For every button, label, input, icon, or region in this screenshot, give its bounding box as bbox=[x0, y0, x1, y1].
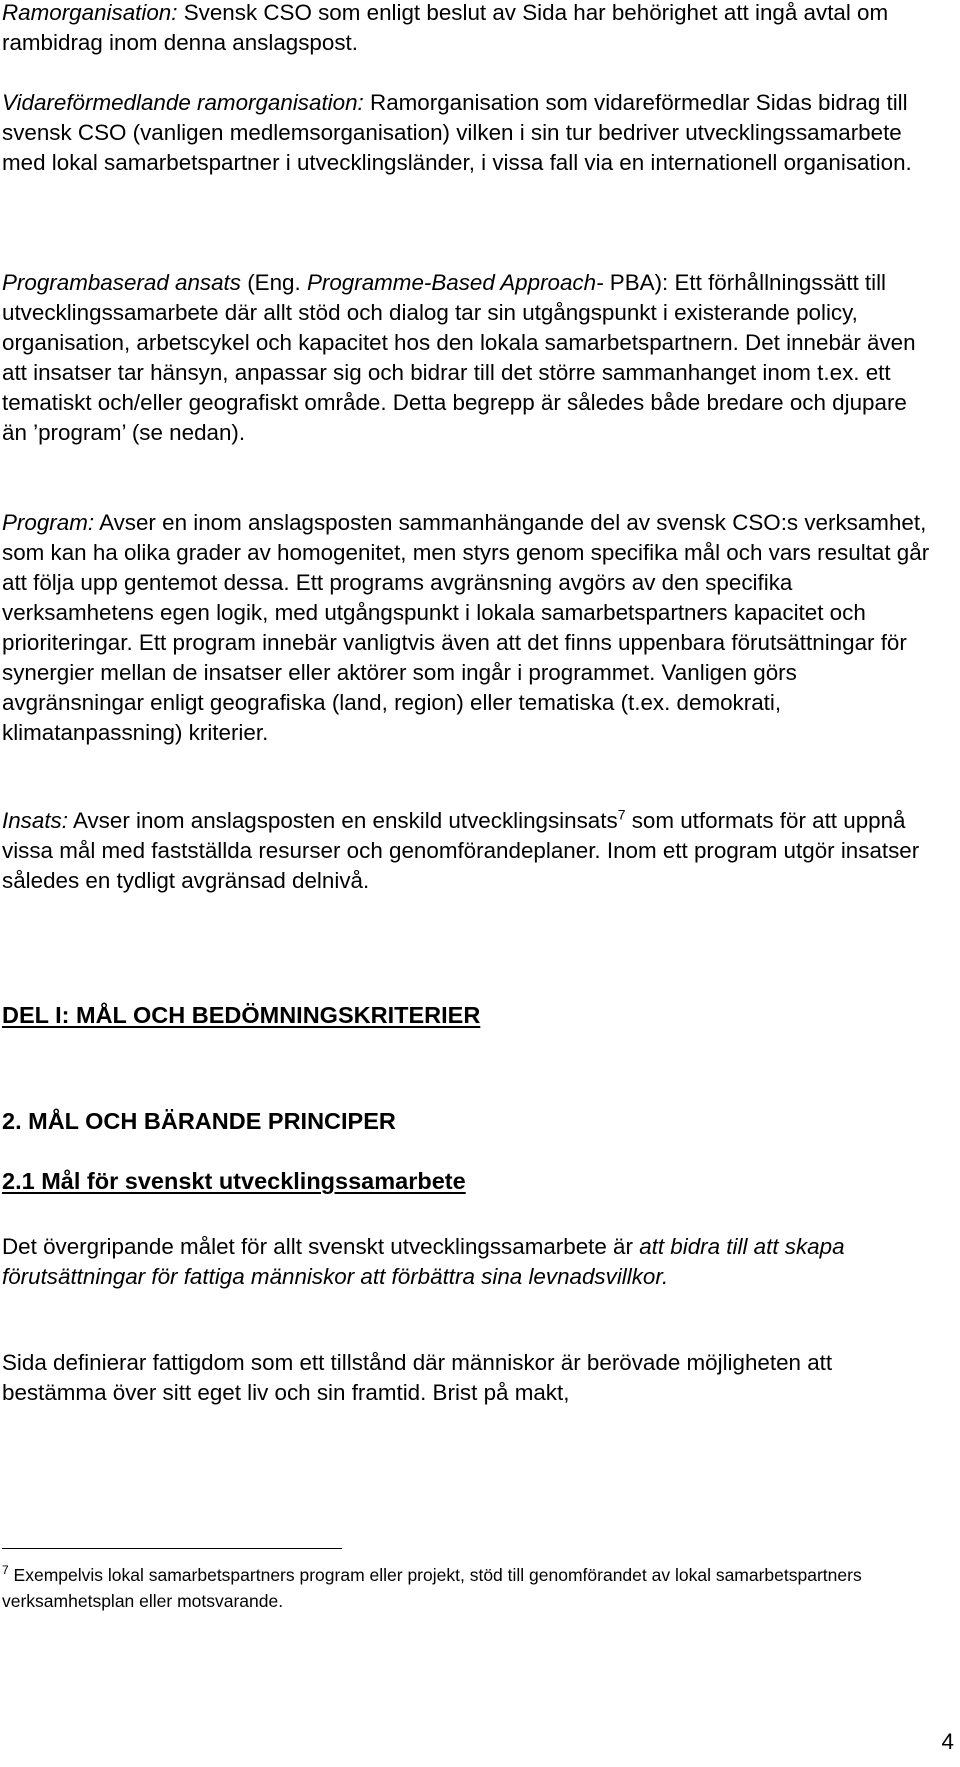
page-number: 4 bbox=[941, 1729, 954, 1754]
footnote-separator bbox=[2, 1548, 342, 1549]
definition-programbaserad-ansats bbox=[2, 268, 937, 448]
definition-english-term: Programme-Based Approach- bbox=[306, 270, 604, 295]
definition-text: Svensk CSO som enligt beslut av Sida har behörighet att ingå avtal om rambidrag inom denna anslagspost. bbox=[2, 0, 889, 55]
section-heading: 2. MÅL OCH BÄRANDE PRINCIPER bbox=[2, 1108, 396, 1134]
paragraph-text: Det övergripande målet för allt svenskt utvecklingssamarbete är bbox=[2, 1234, 640, 1259]
paragraph-poverty-definition bbox=[2, 1348, 937, 1408]
paragraph-overall-goal bbox=[2, 1232, 937, 1292]
definition-term: Program: bbox=[2, 510, 95, 535]
definition-text: Ramorganisation som vidareförmedlar Sidas bidrag till svensk CSO (vanligen medlemsorganisation) vilken i sin tur bedriver utvecklingssamarbete med lokal samarbetspartner i utvecklingsländer, i vissa fall via en internationell organisation. bbox=[2, 90, 912, 175]
definition-vidareformedlande bbox=[2, 88, 937, 178]
definition-paren-open: (Eng. bbox=[240, 270, 307, 295]
definition-term: Ramorganisation: bbox=[2, 0, 178, 25]
definition-ramorganisation bbox=[2, 0, 937, 58]
definition-text: Avser inom anslagsposten en enskild utvecklingsinsats bbox=[67, 808, 618, 833]
part-heading: DEL I: MÅL OCH BEDÖMNINGSKRITERIER bbox=[2, 1002, 481, 1028]
definition-term: Programbaserad ansats bbox=[2, 270, 241, 295]
subsection-heading: 2.1 Mål för svenskt utvecklingssamarbete bbox=[2, 1168, 466, 1194]
footnote-text: Exempelvis lokal samarbetspartners program eller projekt, stöd till genomförandet av lokal samarbetspartners verksamhetsplan eller motsvarande. bbox=[2, 1565, 862, 1611]
definition-term: Vidareförmedlande ramorganisation: bbox=[2, 90, 364, 115]
paragraph-emphasis: att bidra till att skapa förutsättningar för fattiga människor att förbättra sina levnadsvillkor. bbox=[2, 1234, 845, 1289]
definition-text: Avser en inom anslagsposten sammanhängande del av svensk CSO:s verksamhet, som kan ha olika grader av homogenitet, men styrs genom specifika mål och vars resultat går att följa upp gentemot dessa. Ett programs avgränsning avgörs av den specifika verksamhetens egen logik, med utgångspunkt i lokala samarbetspartners kapacitet och prioriteringar. Ett program innebär vanligtvis även att det finns uppenbara förutsättningar för synergier mellan de insatser eller aktörer som ingår i programmet. Vanligen görs avgränsningar enligt geografiska (land, region) eller tematiska (t.ex. demokrati, klimatanpassning) kriterier. bbox=[2, 510, 930, 745]
definition-text: PBA): Ett förhållningssätt till utvecklingssamarbete där allt stöd och dialog tar sin utgångspunkt i existerande policy, organisation, arbetscykel och kapacitet hos den lokala samarbetspartnern. Det innebär även att insatser tar hänsyn, anpassar sig och bidrar till det större sammanhanget inom t.ex. ett tematiskt och/eller geografiskt område. Detta begrepp är således både bredare och djupare än ’program’ (se nedan). bbox=[2, 270, 916, 445]
definition-insats bbox=[2, 806, 937, 896]
footnote bbox=[2, 1562, 937, 1614]
footnote-number: 7 bbox=[2, 1563, 9, 1578]
paragraph-text: Sida definierar fattigdom som ett tillstånd där människor är berövade möjligheten att bestämma över sitt eget liv och sin framtid. Brist på makt, bbox=[2, 1350, 833, 1405]
definition-program bbox=[2, 508, 937, 748]
definition-text-continued: som utformats för att uppnå vissa mål med fastställda resurser och genomförandeplaner. Inom ett program utgör insatser således en tydligt avgränsad delnivå. bbox=[2, 808, 920, 893]
definition-term: Insats: bbox=[2, 808, 68, 833]
footnote-reference: 7 bbox=[617, 806, 626, 823]
